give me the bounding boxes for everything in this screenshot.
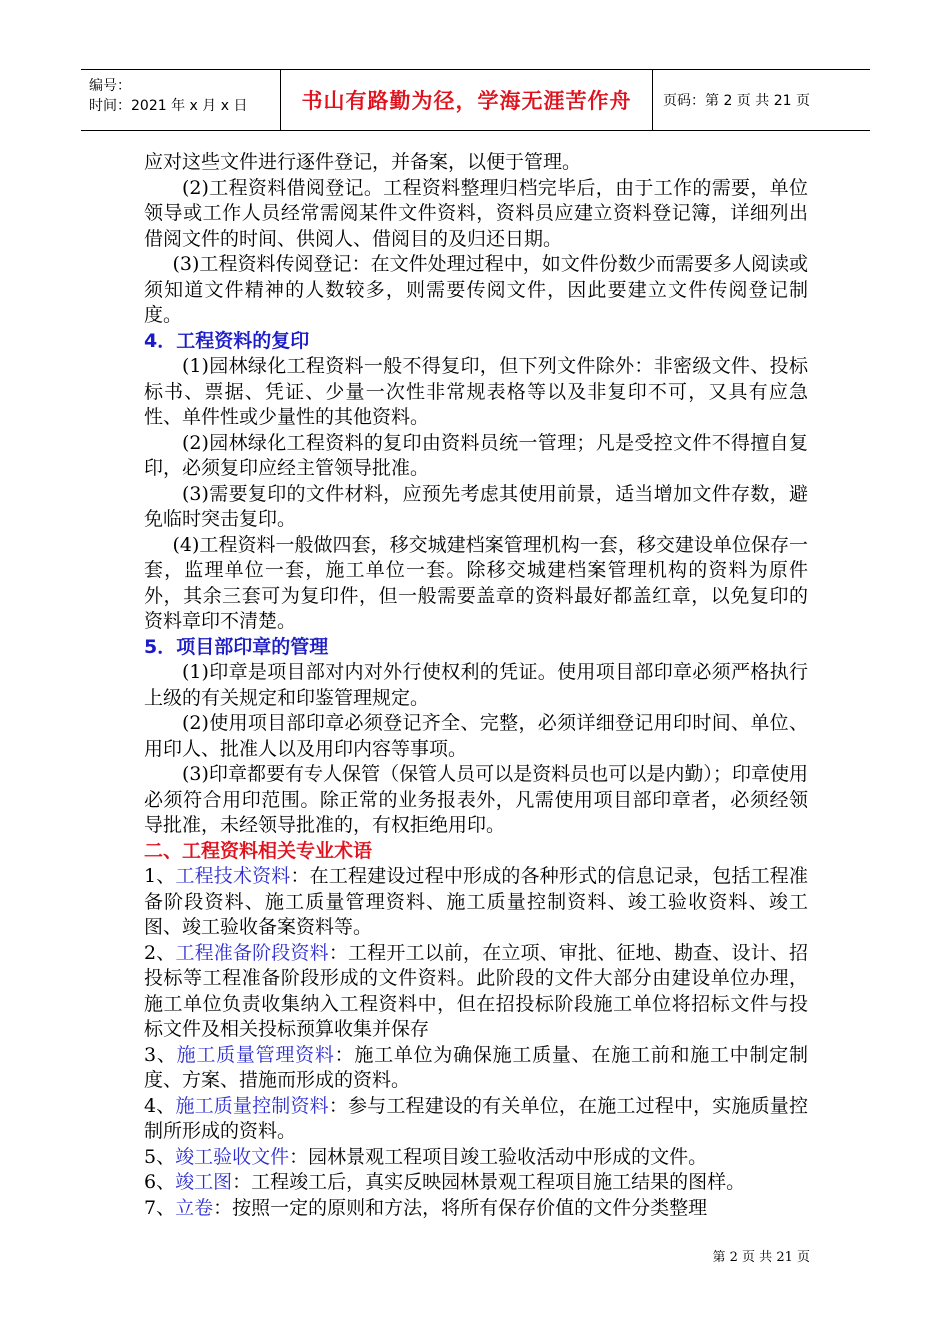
term-name: 施工质量管理资料 [176,1043,335,1066]
term-number: 5、 [144,1145,176,1168]
term-name: 施工质量控制资料 [175,1094,329,1117]
term-definition: ：按照一定的原则和方法，将所有保存价值的文件分类整理 [213,1196,708,1219]
term-number: 7、 [144,1196,176,1219]
term-definition: ：施工单位为确保施工质量、在施工前和施工中制定制度、方案、措施而形成的资料。 [144,1043,808,1091]
paragraph: (2)使用项目部印章必须登记齐全、完整，必须详细登记用印时间、单位、用印人、批准人以及用印内容等事项。 [144,712,808,760]
term-item [144,1196,808,1222]
term-definition: ：工程竣工后，真实反映园林景观工程项目施工结果的图样。 [232,1171,746,1193]
term-definition: ：园林景观工程项目竣工验收活动中形成的文件。 [289,1145,708,1168]
header-motto: 书山有路勤为径，学海无涯苦作舟 [281,70,653,130]
term-definition: ：在工程建设过程中形成的各种形式的信息记录，包括工程准备阶段资料、施工质量管理资料、施工质量控制资料、竣工验收资料、竣工图、竣工验收备案资料等。 [144,865,808,938]
term-number: 3、 [144,1043,177,1066]
term-name: 工程准备阶段资料 [175,941,329,964]
term-name: 立卷 [175,1196,214,1219]
term-item [144,1043,808,1094]
section-heading-5: 5．项目部印章的管理 [144,635,329,658]
term-name: 竣工图 [175,1171,233,1193]
term-item [144,1170,808,1196]
paragraph: (3)工程资料传阅登记：在文件处理过程中，如文件份数少而需要多人阅读或须知道文件精神的人数较多，则需要传阅文件，因此要建立文件传阅登记制度。 [144,253,808,326]
section-heading-4: 4．工程资料的复印 [144,329,310,352]
paragraph: (3)印章都要有专人保管（保管人员可以是资料员也可以是内勤）；印章使用必须符合用印范围。除正常的业务报表外，凡需使用项目部印章者，必须经领导批准，未经领导批准的，有权拒绝用印。 [144,763,808,836]
term-definition: ：工程开工以前，在立项、审批、征地、勘查、设计、招投标等工程准备阶段形成的文件资料。此阶段的文件大部分由建设单位办理，施工单位负责收集纳入工程资料中，但在招投标阶段施工单位将招标文件与投标文件及相关投标预算收集并保存 [144,941,808,1040]
term-definition: ：参与工程建设的有关单位，在施工过程中，实施质量控制所形成的资料。 [144,1094,808,1142]
term-item [144,1094,808,1145]
paragraph: (1)印章是项目部对内对外行使权利的凭证。使用项目部印章必须严格执行上级的有关规定和印鉴管理规定。 [144,661,808,709]
page-header [81,69,870,131]
term-number: 1、 [144,865,176,887]
paragraph: (3)需要复印的文件材料，应预先考虑其使用前景，适当增加文件存数，避免临时突击复印。 [144,482,808,530]
page-footer: 第 2 页 共 21 页 [712,1250,810,1265]
term-item [144,941,808,1043]
paragraph: (4)工程资料一般做四套，移交城建档案管理机构一套，移交建设单位保存一套，监理单位一套，施工单位一套。除移交城建档案管理机构的资料为原件外，其余三套可为复印件，但一般需要盖章的资料最好都盖红章，以免复印的资料章印不清楚。 [144,533,808,632]
term-name: 竣工验收文件 [175,1145,290,1168]
paragraph: (2)园林绿化工程资料的复印由资料员统一管理；凡是受控文件不得擅自复印，必须复印应经主管领导批准。 [144,431,808,479]
header-page-info: 页码：第 2 页 共 21 页 [663,93,810,109]
term-number: 2、 [144,941,176,964]
paragraph: 应对这些文件进行逐件登记，并备案，以便于管理。 [144,151,582,173]
term-item [144,864,808,941]
paragraph: (1)园林绿化工程资料一般不得复印，但下列文件除外：非密级文件、投标标书、票据、凭证、少量一次性非常规表格等以及非复印不可，又具有应急性、单件性或少量性的其他资料。 [144,355,808,428]
paragraph: (2)工程资料借阅登记。工程资料整理归档完毕后，由于工作的需要，单位领导或工作人员经常需阅某件文件资料，资料员应建立资料登记簿，详细列出借阅文件的时间、供阅人、借阅目的及归还日期。 [144,176,808,250]
header-time-label: 时间：2021 年 x 月 x 日 [89,98,248,114]
term-number: 6、 [144,1171,176,1193]
term-item [144,1145,808,1171]
term-number: 4、 [144,1094,176,1117]
header-left-cell [81,70,281,130]
chapter-heading: 二、工程资料相关专业术语 [144,839,373,862]
term-name: 工程技术资料 [175,865,291,887]
document-body [144,150,808,1221]
header-number-label: 编号： [89,78,131,94]
